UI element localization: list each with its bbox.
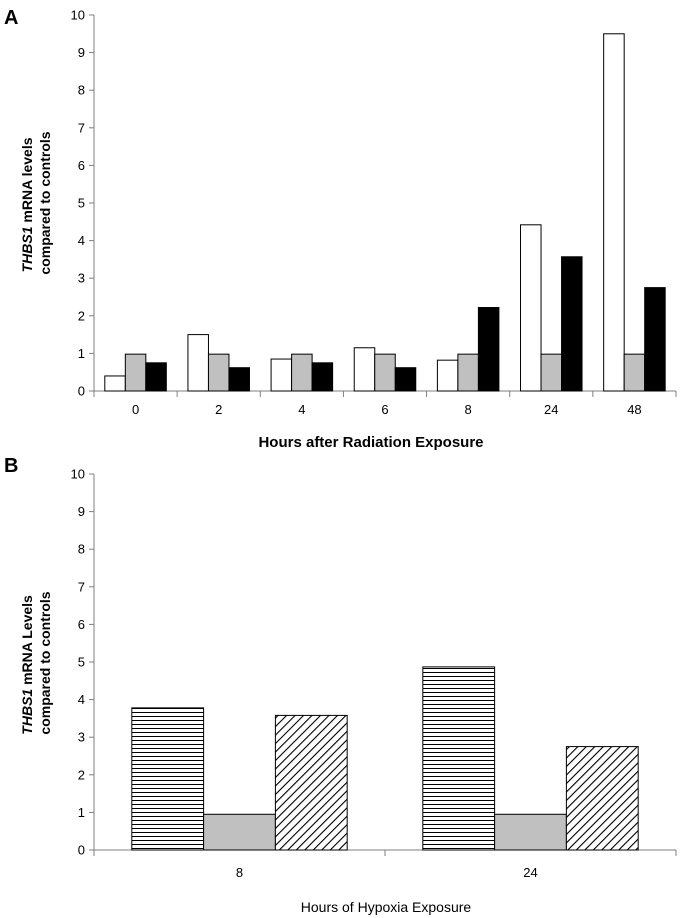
panel-a-bar-series3 bbox=[562, 257, 583, 391]
panel-a-ytick-label: 4 bbox=[77, 233, 85, 249]
panel-a-ytick-label: 6 bbox=[77, 157, 85, 173]
panel-b-bar-series2 bbox=[204, 814, 276, 850]
panel-a-bar-series3 bbox=[395, 368, 416, 391]
panel-a-ytick-label: 10 bbox=[70, 7, 85, 23]
panel-b-xtick-label: 8 bbox=[235, 865, 244, 880]
panel-a-bar-series1 bbox=[354, 348, 375, 391]
panel-a-bar-series2 bbox=[292, 354, 313, 391]
panel-a-bar-series1 bbox=[437, 360, 458, 391]
panel-a-xtick-label: 0 bbox=[131, 402, 140, 417]
panel-a-bar-series2 bbox=[375, 354, 396, 391]
panel-a-ytick-label: 5 bbox=[77, 195, 85, 211]
panel-b-bar-series1 bbox=[132, 708, 204, 850]
panel-b-xlabel: Hours of Hypoxia Exposure bbox=[300, 899, 472, 915]
panel-b-ylabel-gene: THBS1 bbox=[19, 688, 35, 735]
panel-a-ytick-label: 2 bbox=[77, 308, 85, 324]
panel-a-bar-series2 bbox=[125, 354, 146, 391]
panel-b-ylabel bbox=[19, 591, 53, 734]
panel-b-ylabel-line1-rest: mRNA Levels bbox=[19, 595, 35, 689]
panel-a-bar-series3 bbox=[478, 308, 499, 391]
panel-a-letter: A bbox=[4, 7, 19, 29]
panel-b-ytick-label: 4 bbox=[77, 692, 85, 708]
panel-b-bar-series3 bbox=[275, 715, 347, 850]
panel-a-ytick-label: 9 bbox=[77, 45, 85, 61]
panel-a-xtick-label: 8 bbox=[464, 402, 472, 417]
panel-a-ytick-label: 1 bbox=[77, 345, 85, 361]
panel-a-bar-series2 bbox=[458, 354, 479, 391]
panel-a-ytick-label: 0 bbox=[77, 383, 85, 399]
panel-a-bar-series3 bbox=[146, 363, 167, 391]
panel-b-ytick-label: 8 bbox=[77, 541, 85, 557]
panel-b-chart bbox=[71, 467, 676, 881]
panel-a-ylabel-line2: compared to controls bbox=[37, 131, 53, 275]
panel-b-bar-series2 bbox=[495, 814, 567, 850]
panel-b-ytick-label: 9 bbox=[77, 504, 85, 520]
panel-b-bar-series3 bbox=[566, 747, 638, 850]
panel-a-ytick-label: 8 bbox=[77, 82, 85, 98]
panel-b-ytick-label: 3 bbox=[77, 729, 85, 745]
panel-b-ytick-label: 2 bbox=[77, 767, 85, 783]
panel-a-bar-series2 bbox=[208, 354, 229, 391]
panel-a-xtick-label: 24 bbox=[544, 402, 559, 417]
panel-a-bar-series3 bbox=[229, 368, 250, 391]
panel-a-xtick-label: 6 bbox=[381, 402, 389, 417]
panel-b-xtick-label: 24 bbox=[523, 865, 538, 880]
panel-a-ytick-label: 7 bbox=[77, 120, 85, 136]
panel-b-ytick-label: 10 bbox=[70, 466, 85, 482]
panel-a-ylabel bbox=[19, 131, 53, 274]
panel-a-bar-series1 bbox=[604, 34, 625, 391]
panel-a-bar-series2 bbox=[541, 354, 562, 391]
panel-b-letter: B bbox=[4, 455, 19, 477]
panel-a-bar-series1 bbox=[105, 376, 126, 391]
panel-b-bar-series1 bbox=[423, 667, 495, 850]
panel-a-xtick-label: 48 bbox=[627, 402, 642, 417]
panel-b-ytick-label: 5 bbox=[77, 654, 85, 670]
panel-a-xtick-label: 4 bbox=[298, 402, 306, 417]
panel-a-bar-series2 bbox=[624, 354, 645, 391]
panel-a-ylabel-gene: THBS1 bbox=[19, 226, 35, 273]
panel-b-ytick-label: 1 bbox=[77, 804, 85, 820]
panel-a-bar-series1 bbox=[188, 335, 209, 391]
panel-b-ylabel-line2: compared to controls bbox=[37, 591, 53, 735]
panel-a-bar-series3 bbox=[645, 288, 666, 391]
panel-a-ylabel-line1-rest: mRNA levels bbox=[19, 137, 35, 227]
panel-a-xtick-label: 2 bbox=[215, 402, 223, 417]
panel-a-bar-series1 bbox=[271, 359, 292, 391]
panel-a-chart bbox=[71, 8, 676, 418]
panel-a-bar-series1 bbox=[521, 225, 542, 391]
panel-b-ytick-label: 0 bbox=[77, 842, 85, 858]
panel-b-ytick-label: 7 bbox=[77, 579, 85, 595]
panel-a-ylabel-line1 bbox=[19, 137, 35, 272]
panel-b-ytick-label: 6 bbox=[77, 616, 85, 632]
panel-b-ylabel-line1 bbox=[19, 595, 35, 735]
panel-a-bar-series3 bbox=[312, 363, 333, 391]
panel-a-ytick-label: 3 bbox=[77, 270, 85, 286]
panel-a-xlabel: Hours after Radiation Exposure bbox=[258, 434, 484, 451]
